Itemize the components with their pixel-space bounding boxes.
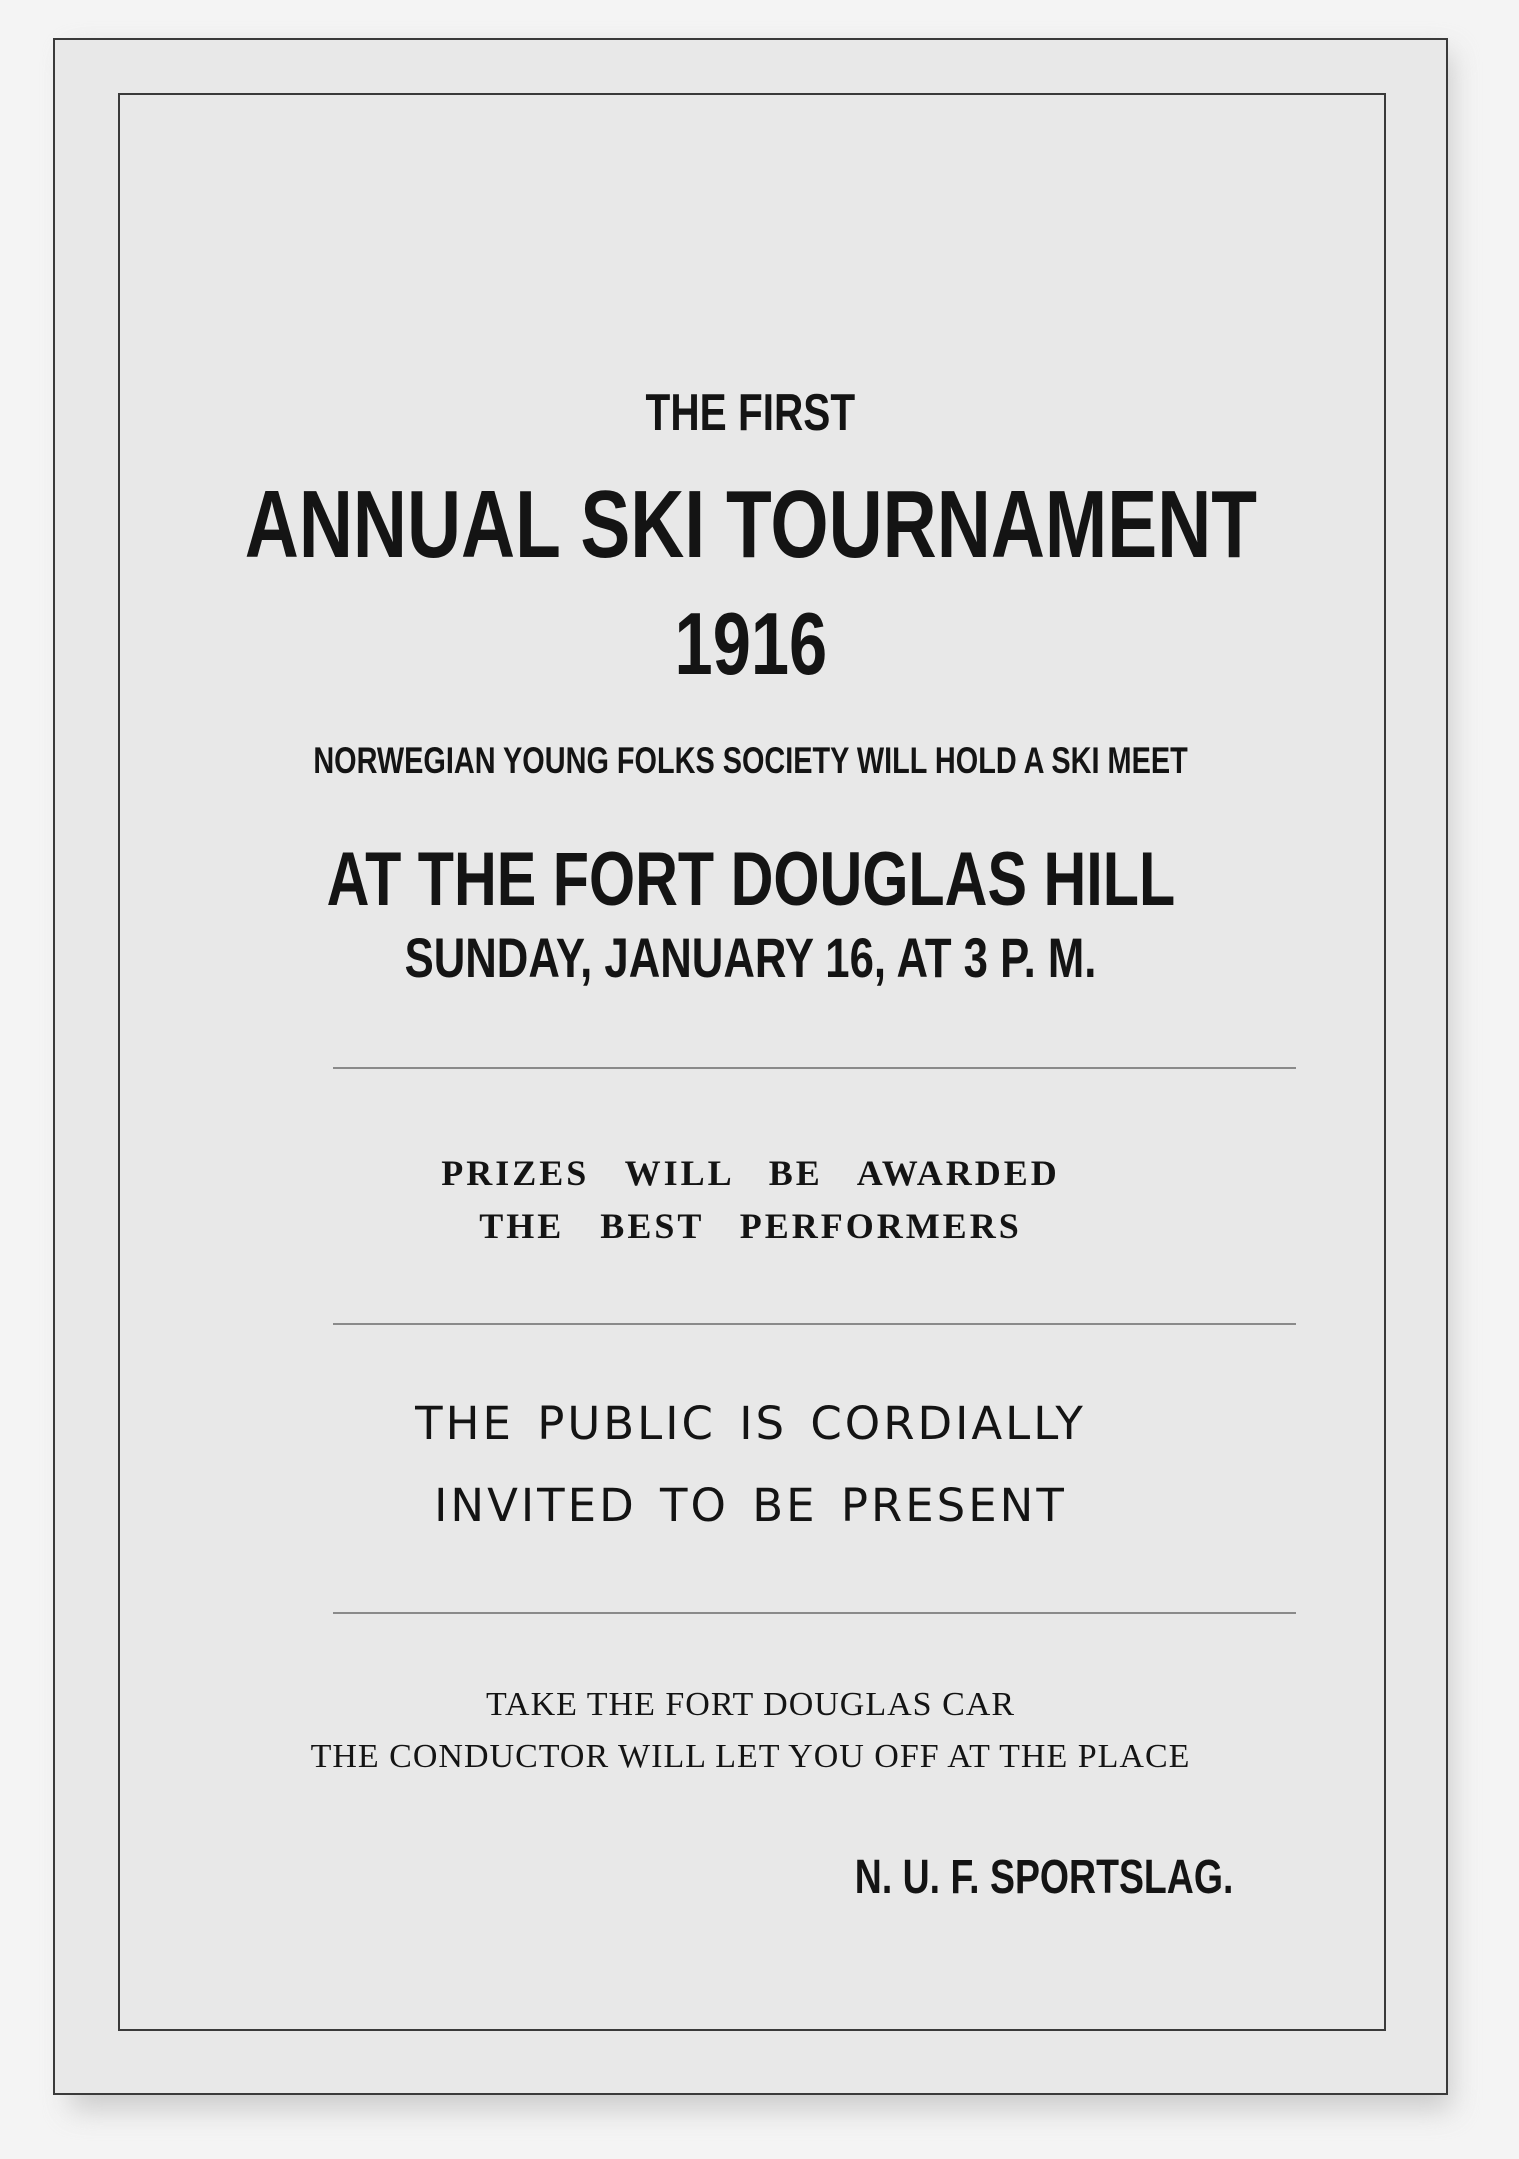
public-line-2: INVITED TO BE PRESENT xyxy=(434,1479,1067,1532)
prizes-line-2: THE BEST PERFORMERS xyxy=(479,1206,1022,1246)
location-line: AT THE FORT DOUGLAS HILL xyxy=(326,837,1175,922)
public-line-1: THE PUBLIC IS CORDIALLY xyxy=(415,1397,1086,1450)
heading-year: 1916 xyxy=(674,594,827,693)
heading-annual-ski-tournament: ANNUAL SKI TOURNAMENT xyxy=(244,471,1257,578)
heading-the-first: THE FIRST xyxy=(645,384,856,442)
signature: N. U. F. SPORTSLAG. xyxy=(854,1851,1233,1904)
directions-line-2: THE CONDUCTOR WILL LET YOU OFF AT THE PLACE xyxy=(310,1738,1191,1775)
datetime-line: SUNDAY, JANUARY 16, AT 3 P. M. xyxy=(404,926,1097,989)
divider-2 xyxy=(333,1323,1296,1325)
poster-card xyxy=(53,38,1448,2095)
host-line: NORWEGIAN YOUNG FOLKS SOCIETY WILL HOLD A SKI MEET xyxy=(313,740,1188,781)
directions-line-1: TAKE THE FORT DOUGLAS CAR xyxy=(485,1686,1015,1723)
divider-1 xyxy=(333,1067,1296,1069)
prizes-line-1: PRIZES WILL BE AWARDED xyxy=(441,1153,1060,1193)
divider-3 xyxy=(333,1612,1296,1614)
